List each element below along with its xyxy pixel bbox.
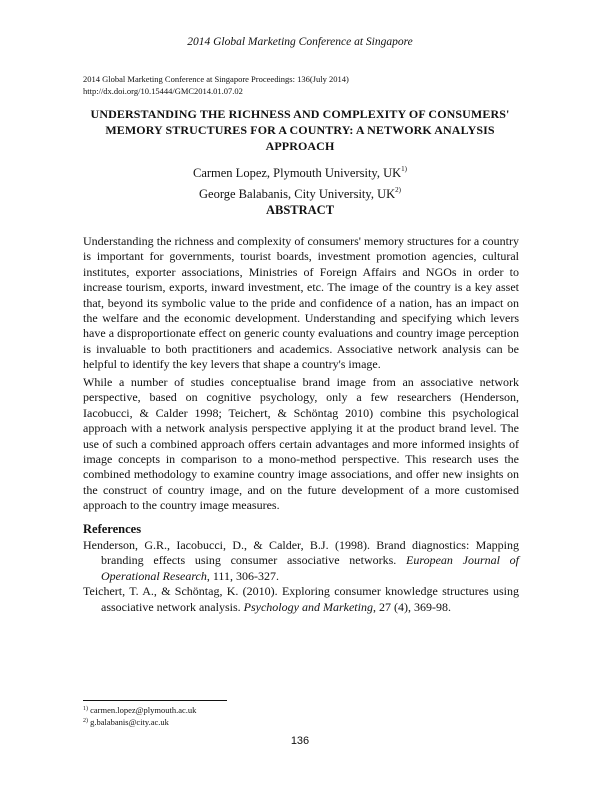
author-footnote-mark: 1) bbox=[401, 165, 408, 173]
proceedings-info bbox=[83, 73, 349, 97]
doi-link[interactable]: http://dx.doi.org/10.15444/GMC2014.01.07.02 bbox=[83, 86, 243, 96]
abstract-paragraph-2: While a number of studies conceptualise brand image from an associative network perspective, based on cognitive psychology, only a few researchers (Henderson, Iacobucci, & Calder 1998; Teichert, & Schöntag 2010) combine this psychological approach with a network analysis perspective applying it at the product brand level. The use of such a combined approach offers certain advantages and more informed insights of image concepts in comparison to a mono-method perspective. This research uses the combined methodology to examine country image associations, and offer new insights on the construct of country image, and on the future development of a more customised approach to the country image measures. bbox=[83, 375, 519, 513]
reference-item bbox=[83, 538, 519, 584]
reference-journal: Psychology and Marketing bbox=[243, 599, 373, 614]
author-name: George Balabanis, City University, UK bbox=[199, 187, 396, 201]
reference-citation: Henderson, G.R., Iacobucci, D., & Calder, B.J. (1998). Brand diagnostics: Mapping branding effects using consumer associative networks. bbox=[83, 538, 519, 568]
author-2 bbox=[0, 182, 600, 203]
footnote-email[interactable]: g.balabanis@city.ac.uk bbox=[90, 717, 169, 727]
footnote-email[interactable]: carmen.lopez@plymouth.ac.uk bbox=[90, 705, 197, 715]
references-heading: References bbox=[83, 522, 142, 536]
references-list bbox=[83, 538, 519, 615]
author-1 bbox=[0, 161, 600, 182]
reference-volume: , 27 (4), 369-98. bbox=[372, 599, 451, 614]
footnote-mark: 2) bbox=[83, 718, 88, 724]
reference-citation: Teichert, T. A., & Schöntag, K. (2010). Exploring consumer knowledge structures using associative network analysis. bbox=[83, 584, 519, 614]
reference-item bbox=[83, 584, 519, 615]
paper-title: UNDERSTANDING THE RICHNESS AND COMPLEXITY OF CONSUMERS' MEMORY STRUCTURES FOR A COUNTRY: A NETWORK ANALYSIS APPROACH bbox=[90, 107, 510, 153]
author-list bbox=[0, 161, 600, 203]
author-footnote-mark: 2) bbox=[395, 186, 401, 194]
footnotes bbox=[83, 704, 196, 728]
reference-journal: European Journal of Operational Research bbox=[101, 553, 519, 583]
footnote-2 bbox=[83, 716, 196, 728]
author-name: Carmen Lopez, Plymouth University, UK bbox=[192, 166, 402, 180]
reference-volume: , 111, 306-327. bbox=[206, 568, 279, 583]
abstract-paragraph-1: Understanding the richness and complexity of consumers' memory structures for a country is important for governments, tourist boards, investment promotion agencies, cultural institutes, exporter associations, Ministries of Foreign Affairs and NGOs in order to increase tourism, exports, inward investment, etc. The image of the country is a key asset that, beyond its symbolic value to the pride and confidence of a nation, has an impact on the welfare and the economic development. Understanding and specifying which levers have a disproportionate effect on generic county evaluations and country image perception is invaluable to both practitioners and academics. Associative network analysis can be helpful to identify the key levers that shape a country's image. bbox=[83, 234, 519, 372]
footnote-mark: 1) bbox=[83, 706, 88, 712]
abstract-heading: ABSTRACT bbox=[265, 203, 335, 217]
proceedings-line: 2014 Global Marketing Conference at Singapore Proceedings: 136(July 2014) bbox=[83, 74, 349, 84]
page-number: 136 bbox=[290, 735, 310, 747]
footnote-divider bbox=[83, 700, 227, 701]
running-head: 2014 Global Marketing Conference at Singapore bbox=[187, 36, 413, 48]
footnote-1 bbox=[83, 704, 196, 716]
